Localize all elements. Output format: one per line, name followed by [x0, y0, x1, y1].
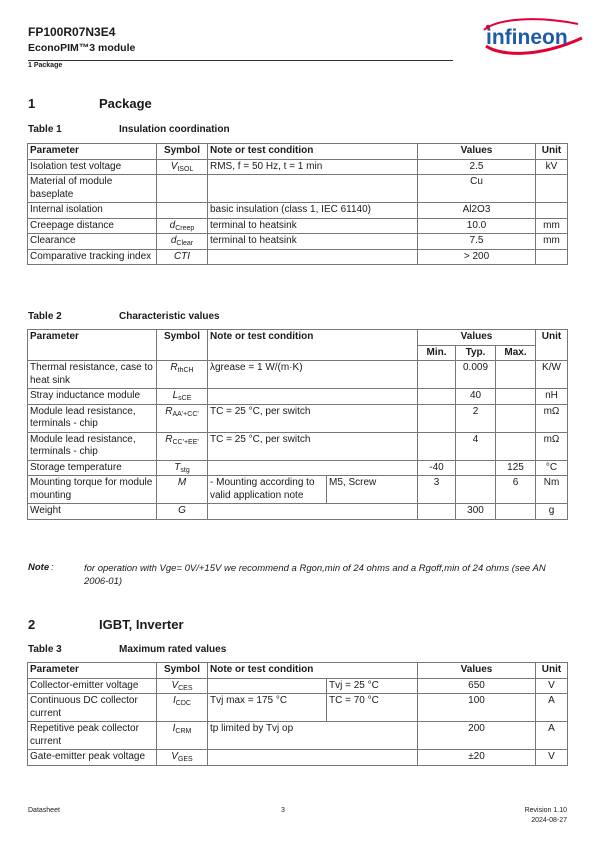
- param-cell: Clearance: [28, 234, 157, 250]
- condition-cell: [208, 504, 418, 520]
- table-title: Characteristic values: [119, 311, 220, 322]
- condition-cell: terminal to heatsink: [208, 234, 418, 250]
- document-title: FP100R07N3E4: [28, 25, 116, 39]
- param-cell: Module lead resistance, terminals - chip: [28, 404, 157, 432]
- param-cell: Storage temperature: [28, 460, 157, 476]
- header-parameter: Parameter: [28, 663, 157, 679]
- max-cell: [496, 361, 536, 389]
- condition-cell: tp limited by Tvj op: [208, 722, 418, 750]
- unit-cell: mm: [536, 234, 568, 250]
- condition-cell: Tvj max = 175 °C: [208, 694, 327, 722]
- unit-cell: K/W: [536, 361, 568, 389]
- table-number: Table 1: [28, 124, 62, 135]
- running-section: 1 Package: [28, 62, 63, 69]
- min-cell: [418, 389, 456, 405]
- max-cell: 6: [496, 476, 536, 504]
- param-cell: Collector-emitter voltage: [28, 678, 157, 694]
- condition-cell: [208, 750, 418, 766]
- condition-cell: λgrease = 1 W/(m·K): [208, 361, 418, 389]
- table-row: [28, 722, 568, 750]
- condition-cell: TC = 25 °C, per switch: [208, 404, 418, 432]
- table-header-row: [28, 144, 568, 160]
- typ-cell: 0.009: [456, 361, 496, 389]
- min-cell: 3: [418, 476, 456, 504]
- table-row: [28, 361, 568, 389]
- unit-cell: [536, 175, 568, 203]
- param-cell: Material of module baseplate: [28, 175, 157, 203]
- table-row: [28, 203, 568, 219]
- max-cell: 125: [496, 460, 536, 476]
- param-cell: Comparative tracking index: [28, 249, 157, 265]
- condition-cell: basic insulation (class 1, IEC 61140): [208, 203, 418, 219]
- characteristic-table: [27, 329, 568, 520]
- header-typ: Typ.: [456, 345, 496, 361]
- section-title: Package: [99, 96, 152, 111]
- table-row: [28, 404, 568, 432]
- table-title: Insulation coordination: [119, 124, 230, 135]
- table-row: [28, 432, 568, 460]
- unit-cell: [536, 249, 568, 265]
- revision-date: 2024-08-27: [531, 817, 567, 824]
- table-number: Table 2: [28, 311, 62, 322]
- min-cell: -40: [418, 460, 456, 476]
- symbol-cell: G: [157, 504, 208, 520]
- symbol-cell: $I_{CDC}$: [157, 694, 208, 722]
- condition-cell-2: M5, Screw: [327, 476, 418, 504]
- unit-cell: [536, 203, 568, 219]
- svg-text:infineon: infineon: [486, 26, 568, 49]
- table-number: Table 3: [28, 644, 62, 655]
- param-cell: Creepage distance: [28, 218, 157, 234]
- section-heading: [28, 96, 228, 112]
- max-cell: [496, 504, 536, 520]
- condition-cell: - Mounting according to valid application note: [208, 476, 327, 504]
- typ-cell: 4: [456, 432, 496, 460]
- param-cell: Gate-emitter peak voltage: [28, 750, 157, 766]
- typ-cell: 2: [456, 404, 496, 432]
- table-header-row: [28, 663, 568, 679]
- condition-cell-2: TC = 70 °C: [327, 694, 418, 722]
- unit-cell: V: [536, 750, 568, 766]
- typ-cell: [456, 460, 496, 476]
- header-parameter: Parameter: [28, 144, 157, 160]
- condition-cell: [208, 678, 327, 694]
- value-cell: 100: [418, 694, 536, 722]
- table-row: [28, 678, 568, 694]
- param-cell: Internal isolation: [28, 203, 157, 219]
- condition-cell-2: Tvj = 25 °C: [327, 678, 418, 694]
- header-max: Max.: [496, 345, 536, 361]
- symbol-cell: $T_{stg}$: [157, 460, 208, 476]
- symbol-cell: [157, 175, 208, 203]
- note-label: Note: [28, 562, 50, 573]
- note-text: for operation with Vge= 0V/+15V we recommend a Rgon,min of 24 ohms and a Rgoff,min of 24 ohms (see AN 2006-01): [84, 563, 546, 587]
- header-unit: Unit: [536, 144, 568, 160]
- header-condition: Note or test condition: [208, 144, 418, 160]
- insulation-table: [27, 143, 568, 265]
- symbol-cell: $R_{thCH}$: [157, 361, 208, 389]
- typ-cell: 300: [456, 504, 496, 520]
- section-title: IGBT, Inverter: [99, 617, 184, 632]
- table-row: [28, 159, 568, 175]
- symbol-cell: $V_{ISOL}$: [157, 159, 208, 175]
- max-cell: [496, 404, 536, 432]
- max-cell: [496, 389, 536, 405]
- symbol-cell: $R_{CC'+EE'}$: [157, 432, 208, 460]
- header-values: Values: [418, 330, 536, 346]
- table-row: [28, 175, 568, 203]
- unit-cell: mΩ: [536, 404, 568, 432]
- header-values: Values: [418, 663, 536, 679]
- unit-cell: V: [536, 678, 568, 694]
- param-cell: Thermal resistance, case to heat sink: [28, 361, 157, 389]
- param-cell: Repetitive peak collector current: [28, 722, 157, 750]
- header-min: Min.: [418, 345, 456, 361]
- value-cell: 10.0: [418, 218, 536, 234]
- param-cell: Stray inductance module: [28, 389, 157, 405]
- header-symbol: Symbol: [157, 663, 208, 679]
- condition-cell: [208, 249, 418, 265]
- param-cell: Mounting torque for module mounting: [28, 476, 157, 504]
- header-condition: Note or test condition: [208, 663, 418, 679]
- value-cell: 7.5: [418, 234, 536, 250]
- condition-cell: [208, 389, 418, 405]
- max-rated-table: [27, 662, 568, 766]
- typ-cell: [456, 476, 496, 504]
- table-row: [28, 234, 568, 250]
- table-header-row: [28, 330, 568, 346]
- symbol-cell: $d_{Clear}$: [157, 234, 208, 250]
- header-unit: Unit: [536, 663, 568, 679]
- document-subtitle: EconoPIM™3 module: [28, 42, 136, 54]
- section-number: 2: [28, 617, 36, 632]
- revision: Revision 1.10: [524, 807, 567, 814]
- table-row: [28, 504, 568, 520]
- table-row: [28, 218, 568, 234]
- unit-cell: nH: [536, 389, 568, 405]
- symbol-cell: $I_{CRM}$: [157, 722, 208, 750]
- symbol-cell: $V_{GES}$: [157, 750, 208, 766]
- symbol-cell: CTI: [157, 249, 208, 265]
- header-symbol: Symbol: [157, 330, 208, 361]
- min-cell: [418, 504, 456, 520]
- unit-cell: kV: [536, 159, 568, 175]
- condition-cell: TC = 25 °C, per switch: [208, 432, 418, 460]
- infineon-logo: [478, 16, 588, 58]
- param-cell: Weight: [28, 504, 157, 520]
- max-cell: [496, 432, 536, 460]
- symbol-cell: [157, 203, 208, 219]
- table-row: [28, 460, 568, 476]
- symbol-cell: $d_{Creep}$: [157, 218, 208, 234]
- min-cell: [418, 361, 456, 389]
- note-block: Note : for operation with Vge= 0V/+15V we recommend a Rgon,min of 24 ohms and a Rgoff,min of 24 ohms (see AN 2006-01): [28, 562, 568, 588]
- condition-cell: terminal to heatsink: [208, 218, 418, 234]
- unit-cell: Nm: [536, 476, 568, 504]
- header-values: Values: [418, 144, 536, 160]
- value-cell: Cu: [418, 175, 536, 203]
- param-cell: Continuous DC collector current: [28, 694, 157, 722]
- symbol-cell: $L_{sCE}$: [157, 389, 208, 405]
- table-title: Maximum rated values: [119, 644, 227, 655]
- table-row: [28, 750, 568, 766]
- page-number: 3: [281, 807, 285, 814]
- condition-cell: [208, 175, 418, 203]
- table-row: [28, 389, 568, 405]
- value-cell: 200: [418, 722, 536, 750]
- header-symbol: Symbol: [157, 144, 208, 160]
- unit-cell: mm: [536, 218, 568, 234]
- unit-cell: g: [536, 504, 568, 520]
- typ-cell: 40: [456, 389, 496, 405]
- footer-left: Datasheet: [28, 807, 60, 814]
- section-number: 1: [28, 96, 36, 111]
- table-row: [28, 476, 568, 504]
- table-row: [28, 694, 568, 722]
- unit-cell: A: [536, 722, 568, 750]
- symbol-cell: $V_{CES}$: [157, 678, 208, 694]
- table-row: [28, 249, 568, 265]
- condition-cell: [208, 460, 418, 476]
- param-cell: Module lead resistance, terminals - chip: [28, 432, 157, 460]
- table-caption: [28, 311, 328, 325]
- table-caption: [28, 124, 328, 138]
- param-cell: Isolation test voltage: [28, 159, 157, 175]
- min-cell: [418, 432, 456, 460]
- header-unit: Unit: [536, 330, 568, 361]
- condition-cell: RMS, f = 50 Hz, t = 1 min: [208, 159, 418, 175]
- value-cell: Al2O3: [418, 203, 536, 219]
- table-caption: [28, 644, 328, 658]
- header-divider: [28, 60, 453, 61]
- header-condition: Note or test condition: [208, 330, 418, 361]
- unit-cell: A: [536, 694, 568, 722]
- unit-cell: °C: [536, 460, 568, 476]
- header-parameter: Parameter: [28, 330, 157, 361]
- unit-cell: mΩ: [536, 432, 568, 460]
- section-heading: [28, 617, 278, 633]
- value-cell: 2.5: [418, 159, 536, 175]
- value-cell: > 200: [418, 249, 536, 265]
- symbol-cell: $R_{AA'+CC'}$: [157, 404, 208, 432]
- symbol-cell: M: [157, 476, 208, 504]
- min-cell: [418, 404, 456, 432]
- value-cell: 650: [418, 678, 536, 694]
- value-cell: ±20: [418, 750, 536, 766]
